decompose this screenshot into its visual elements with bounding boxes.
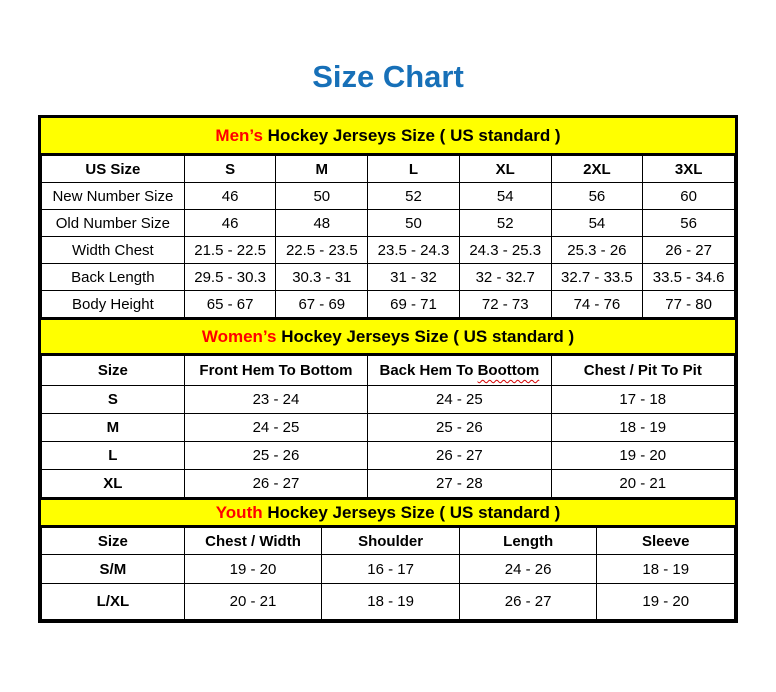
size-value: 52 bbox=[368, 183, 460, 210]
header-row bbox=[42, 356, 735, 386]
size-value: 18 - 19 bbox=[322, 584, 460, 620]
size-value: 69 - 71 bbox=[368, 291, 460, 318]
column-header: Chest / Width bbox=[184, 528, 322, 555]
page-title: Size Chart bbox=[312, 59, 464, 94]
row-label: Old Number Size bbox=[42, 210, 185, 237]
row-label: M bbox=[42, 414, 185, 442]
size-value: 32.7 - 33.5 bbox=[551, 264, 643, 291]
row-label: S bbox=[42, 386, 185, 414]
size-value: 60 bbox=[643, 183, 735, 210]
table-row bbox=[42, 183, 735, 210]
size-value: 25.3 - 26 bbox=[551, 237, 643, 264]
size-value: 19 - 20 bbox=[184, 555, 322, 584]
size-value: 23 - 24 bbox=[184, 386, 367, 414]
size-value: 25 - 26 bbox=[368, 414, 551, 442]
womens-section-accent: Women’s bbox=[201, 326, 277, 346]
row-label: S/M bbox=[42, 555, 185, 584]
column-header: Size bbox=[42, 356, 185, 386]
header-row bbox=[42, 528, 735, 555]
size-value: 46 bbox=[184, 183, 276, 210]
size-value: 21.5 - 22.5 bbox=[184, 237, 276, 264]
table-row bbox=[42, 470, 735, 498]
table-row bbox=[42, 442, 735, 470]
size-value: 19 - 20 bbox=[597, 584, 735, 620]
column-header: XL bbox=[459, 156, 551, 183]
size-value: 24.3 - 25.3 bbox=[459, 237, 551, 264]
table-row bbox=[42, 291, 735, 318]
row-label: Back Length bbox=[42, 264, 185, 291]
size-value: 65 - 67 bbox=[184, 291, 276, 318]
table-row bbox=[42, 584, 735, 620]
size-value: 25 - 26 bbox=[184, 442, 367, 470]
size-chart bbox=[38, 115, 738, 623]
size-value: 56 bbox=[643, 210, 735, 237]
size-value: 54 bbox=[459, 183, 551, 210]
size-value: 18 - 19 bbox=[551, 414, 734, 442]
size-value: 23.5 - 24.3 bbox=[368, 237, 460, 264]
column-header: 3XL bbox=[643, 156, 735, 183]
size-value: 74 - 76 bbox=[551, 291, 643, 318]
size-value: 19 - 20 bbox=[551, 442, 734, 470]
column-header: Sleeve bbox=[597, 528, 735, 555]
womens-section-header bbox=[41, 318, 735, 355]
size-value: 20 - 21 bbox=[184, 584, 322, 620]
column-header: M bbox=[276, 156, 368, 183]
row-label: New Number Size bbox=[42, 183, 185, 210]
table-row bbox=[42, 386, 735, 414]
column-header: Back Hem To Boottom bbox=[368, 356, 551, 386]
size-value: 33.5 - 34.6 bbox=[643, 264, 735, 291]
size-value: 48 bbox=[276, 210, 368, 237]
size-value: 22.5 - 23.5 bbox=[276, 237, 368, 264]
size-value: 67 - 69 bbox=[276, 291, 368, 318]
column-header: Front Hem To Bottom bbox=[184, 356, 367, 386]
table-row bbox=[42, 264, 735, 291]
size-value: 26 - 27 bbox=[643, 237, 735, 264]
size-value: 77 - 80 bbox=[643, 291, 735, 318]
mens-section-title: Hockey Jerseys Size ( US standard ) bbox=[262, 125, 561, 145]
row-label: L/XL bbox=[42, 584, 185, 620]
column-header: L bbox=[368, 156, 460, 183]
size-value: 50 bbox=[368, 210, 460, 237]
size-value: 26 - 27 bbox=[184, 470, 367, 498]
size-value: 29.5 - 30.3 bbox=[184, 264, 276, 291]
size-value: 52 bbox=[459, 210, 551, 237]
row-label: Body Height bbox=[42, 291, 185, 318]
size-value: 24 - 25 bbox=[184, 414, 367, 442]
size-value: 24 - 25 bbox=[368, 386, 551, 414]
size-value: 27 - 28 bbox=[368, 470, 551, 498]
header-row bbox=[42, 156, 735, 183]
column-header: 2XL bbox=[551, 156, 643, 183]
youth-section-header bbox=[41, 498, 735, 527]
column-header: Shoulder bbox=[322, 528, 460, 555]
size-value: 18 - 19 bbox=[597, 555, 735, 584]
table-row bbox=[42, 237, 735, 264]
mens-section-accent: Men’s bbox=[215, 125, 263, 145]
size-value: 16 - 17 bbox=[322, 555, 460, 584]
youth-section-accent: Youth bbox=[215, 502, 263, 522]
size-value: 20 - 21 bbox=[551, 470, 734, 498]
size-value: 46 bbox=[184, 210, 276, 237]
size-value: 54 bbox=[551, 210, 643, 237]
size-value: 32 - 32.7 bbox=[459, 264, 551, 291]
column-header: US Size bbox=[42, 156, 185, 183]
misspelled-word: Boottom bbox=[477, 362, 540, 379]
mens-size-table bbox=[41, 155, 735, 318]
table-row bbox=[42, 414, 735, 442]
column-header: Size bbox=[42, 528, 185, 555]
womens-section-title: Hockey Jerseys Size ( US standard ) bbox=[276, 326, 575, 346]
size-value: 72 - 73 bbox=[459, 291, 551, 318]
size-value: 30.3 - 31 bbox=[276, 264, 368, 291]
size-value: 31 - 32 bbox=[368, 264, 460, 291]
size-value: 17 - 18 bbox=[551, 386, 734, 414]
table-row bbox=[42, 210, 735, 237]
column-header: Chest / Pit To Pit bbox=[551, 356, 734, 386]
table-row bbox=[42, 555, 735, 584]
column-header: S bbox=[184, 156, 276, 183]
size-value: 26 - 27 bbox=[459, 584, 597, 620]
size-value: 50 bbox=[276, 183, 368, 210]
size-value: 26 - 27 bbox=[368, 442, 551, 470]
row-label: L bbox=[42, 442, 185, 470]
column-header: Length bbox=[459, 528, 597, 555]
row-label: Width Chest bbox=[42, 237, 185, 264]
youth-size-table bbox=[41, 527, 735, 620]
youth-section-title: Hockey Jerseys Size ( US standard ) bbox=[262, 502, 561, 522]
size-value: 24 - 26 bbox=[459, 555, 597, 584]
row-label: XL bbox=[42, 470, 185, 498]
size-value: 56 bbox=[551, 183, 643, 210]
mens-section-header bbox=[41, 118, 735, 155]
womens-size-table bbox=[41, 355, 735, 498]
